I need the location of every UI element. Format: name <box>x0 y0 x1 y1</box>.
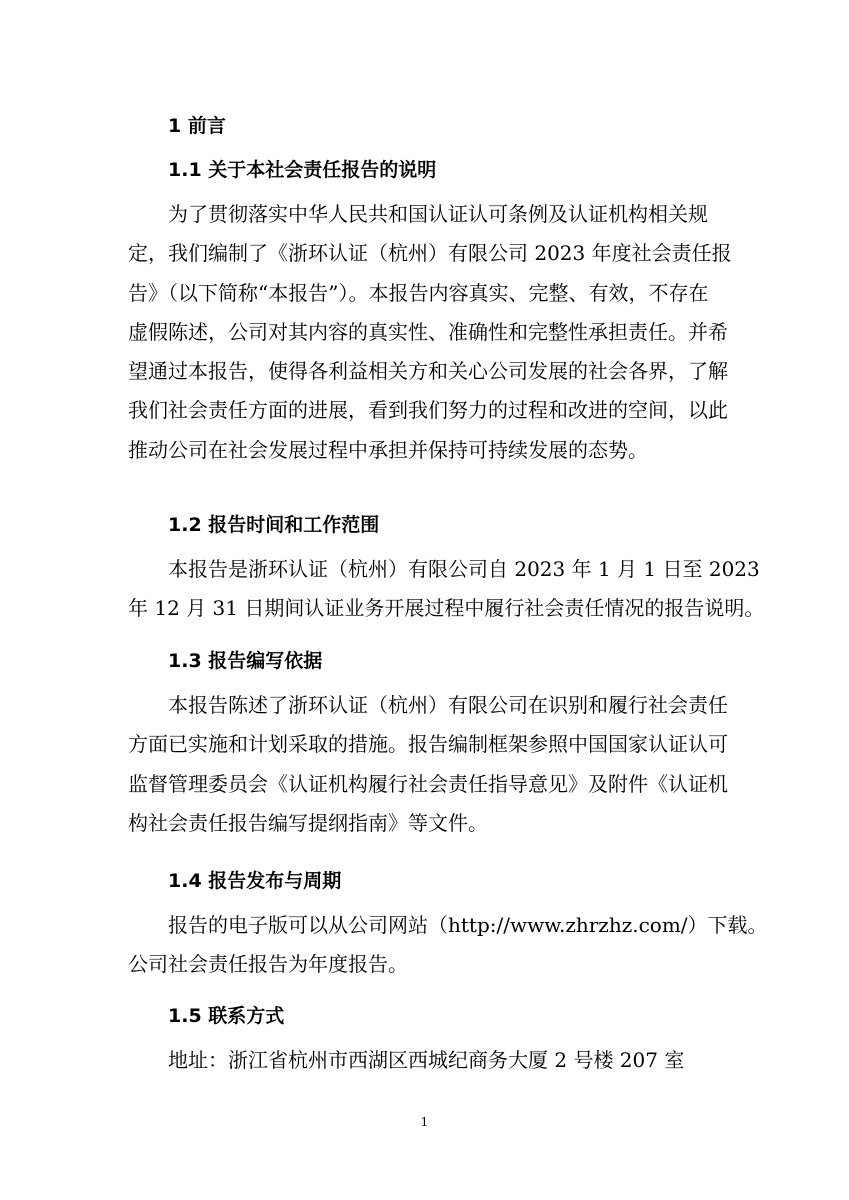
paragraph-contact <box>128 1041 728 1080</box>
text-line: 公司社会责任报告为年度报告。 <box>128 952 408 977</box>
text-line: 方面已实施和计划采取的措施。报告编制框架参照中国国家认证认可 <box>128 732 728 757</box>
text-line: 推动公司在社会发展过程中承担并保持可持续发展的态势。 <box>128 437 648 462</box>
paragraph-report-publication <box>128 906 768 985</box>
paragraph-report-description <box>128 195 732 470</box>
text-line: 本报告陈述了浙环认证（杭州）有限公司在识别和履行社会责任 <box>168 693 728 717</box>
heading-report-description: 1.1 关于本社会责任报告的说明 <box>168 159 437 181</box>
text-line: 地址：浙江省杭州市西湖区西城纪商务大厦 2 号楼 207 室 <box>168 1048 685 1072</box>
text-line: 报告的电子版可以从公司网站（http://www.zhrzhz.com/）下载。 <box>168 913 768 937</box>
text-line: 本报告是浙环认证（杭州）有限公司自 2023 年 1 月 1 日至 2023 <box>168 557 760 581</box>
text-line: 构社会责任报告编写提纲指南》等文件。 <box>128 810 488 835</box>
text-line: 告》（以下简称“本报告”）。本报告内容真实、完整、有效，不存在 <box>128 280 709 305</box>
text-line: 监督管理委员会《认证机构履行社会责任指导意见》及附件《认证机 <box>128 771 728 796</box>
page-number: 1 <box>420 1115 429 1129</box>
text-line: 虚假陈述，公司对其内容的真实性、准确性和完整性承担责任。并希 <box>128 319 728 344</box>
heading-report-basis: 1.3 报告编写依据 <box>168 650 323 672</box>
heading-report-scope: 1.2 报告时间和工作范围 <box>168 514 380 536</box>
text-line: 望通过本报告，使得各利益相关方和关心公司发展的社会各界，了解 <box>128 359 728 384</box>
text-line: 我们社会责任方面的进展，看到我们努力的过程和改进的空间，以此 <box>128 398 728 423</box>
heading-preface: 1 前言 <box>168 115 226 137</box>
text-line: 年 12 月 31 日期间认证业务开展过程中履行社会责任情况的报告说明。 <box>128 596 765 621</box>
heading-contact: 1.5 联系方式 <box>168 1005 285 1027</box>
text-line: 为了贯彻落实中华人民共和国认证认可条例及认证机构相关规 <box>168 202 708 226</box>
text-line: 定，我们编制了《浙环认证（杭州）有限公司 2023 年度社会责任报 <box>128 241 732 266</box>
paragraph-report-scope <box>128 550 765 629</box>
paragraph-report-basis <box>128 686 728 843</box>
heading-report-publication: 1.4 报告发布与周期 <box>168 870 342 892</box>
